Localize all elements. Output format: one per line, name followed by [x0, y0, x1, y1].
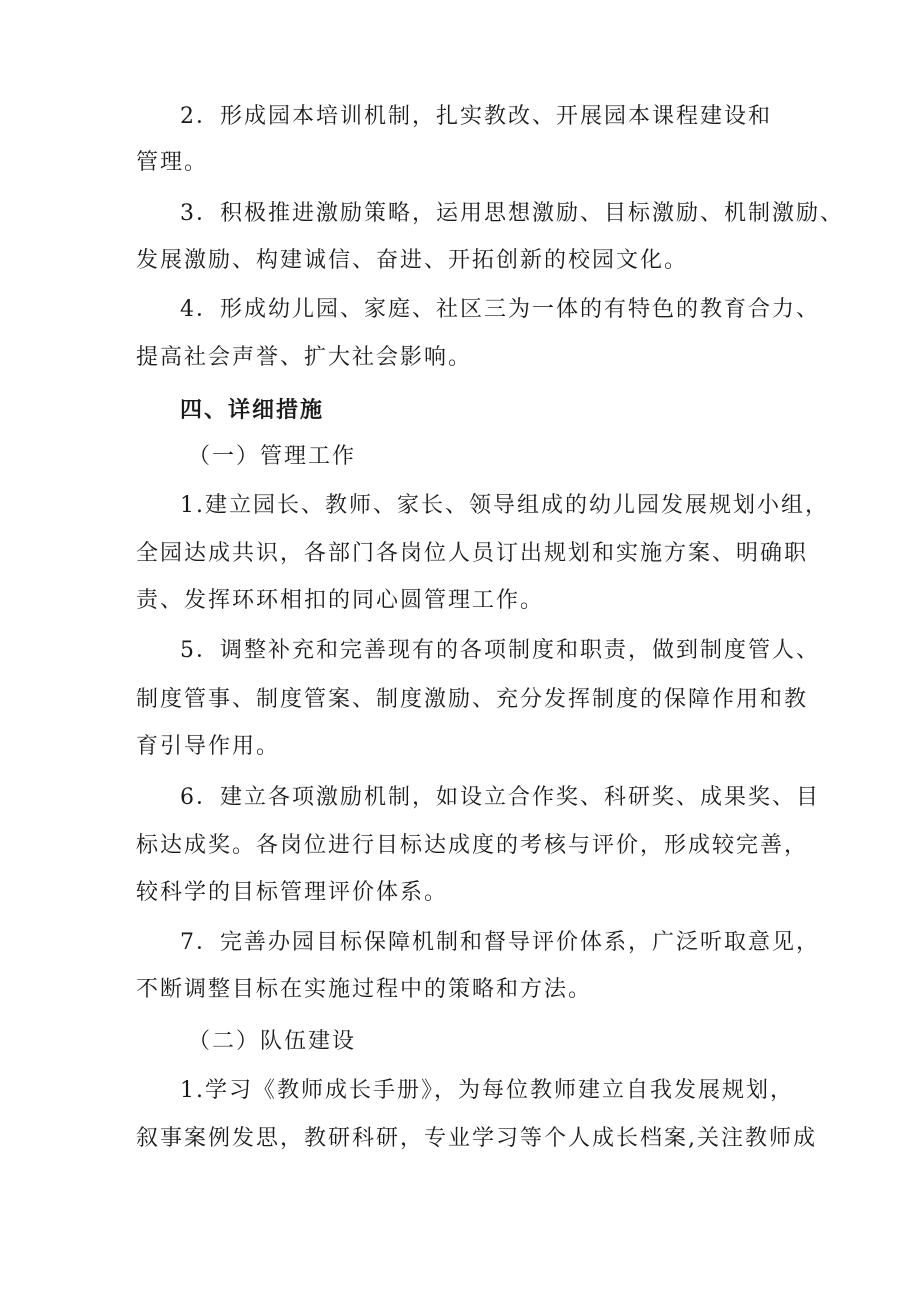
paragraph-line: 1.学习《教师成长手册》，为每位教师建立自我发展规划， — [180, 1078, 794, 1103]
paragraph-line: 管理。 — [136, 150, 209, 175]
paragraph-line: 发展激励、构建诚信、奋进、开拓创新的校园文化。 — [136, 248, 689, 273]
paragraph-line: 提高社会声誉、扩大社会影响。 — [136, 345, 473, 370]
paragraph-line: 标达成奖。各岗位进行目标达成度的考核与评价，形成较完善， — [136, 833, 809, 858]
paragraph-line: 6．建立各项激励机制，如设立合作奖、科研奖、成果奖、目 — [180, 785, 820, 810]
paragraph-line: 4．形成幼儿园、家庭、社区三为一体的有特色的教育合力、 — [180, 297, 820, 322]
paragraph-line: 叙事案例发思，教研科研，专业学习等个人成长档案,关注教师成 — [136, 1126, 817, 1151]
paragraph-line: 5．调整补充和完善现有的各项制度和职责，做到制度管人、 — [180, 638, 820, 663]
paragraph-line: 全园达成共识，各部门各岗位人员订出规划和实施方案、明确职 — [136, 541, 809, 566]
paragraph-line: 较科学的目标管理评价体系。 — [136, 880, 449, 905]
paragraph-line: 2．形成园本培训机制，扎实教改、开展园本课程建设和 — [180, 104, 772, 129]
paragraph-line: 责、发挥环环相扣的同心圆管理工作。 — [136, 588, 545, 613]
paragraph-line: 育引导作用。 — [136, 734, 281, 759]
section-heading: 四、详细措施 — [180, 397, 325, 423]
paragraph-line: 不断调整目标在实施过程中的策略和方法。 — [136, 977, 593, 1002]
paragraph-line: 制度管事、制度管案、制度激励、充分发挥制度的保障作用和教 — [136, 687, 809, 712]
subsection-heading: （二）队伍建设 — [188, 1029, 357, 1054]
paragraph-line: 7．完善办园目标保障机制和督导评价体系，广泛听取意见， — [180, 930, 820, 955]
subsection-heading: （一）管理工作 — [188, 444, 357, 469]
paragraph-line: 1.建立园长、教师、家长、领导组成的幼儿园发展规划小组， — [180, 493, 829, 518]
paragraph-line: 3．积极推进激励策略，运用思想激励、目标激励、机制激励、 — [180, 201, 844, 226]
